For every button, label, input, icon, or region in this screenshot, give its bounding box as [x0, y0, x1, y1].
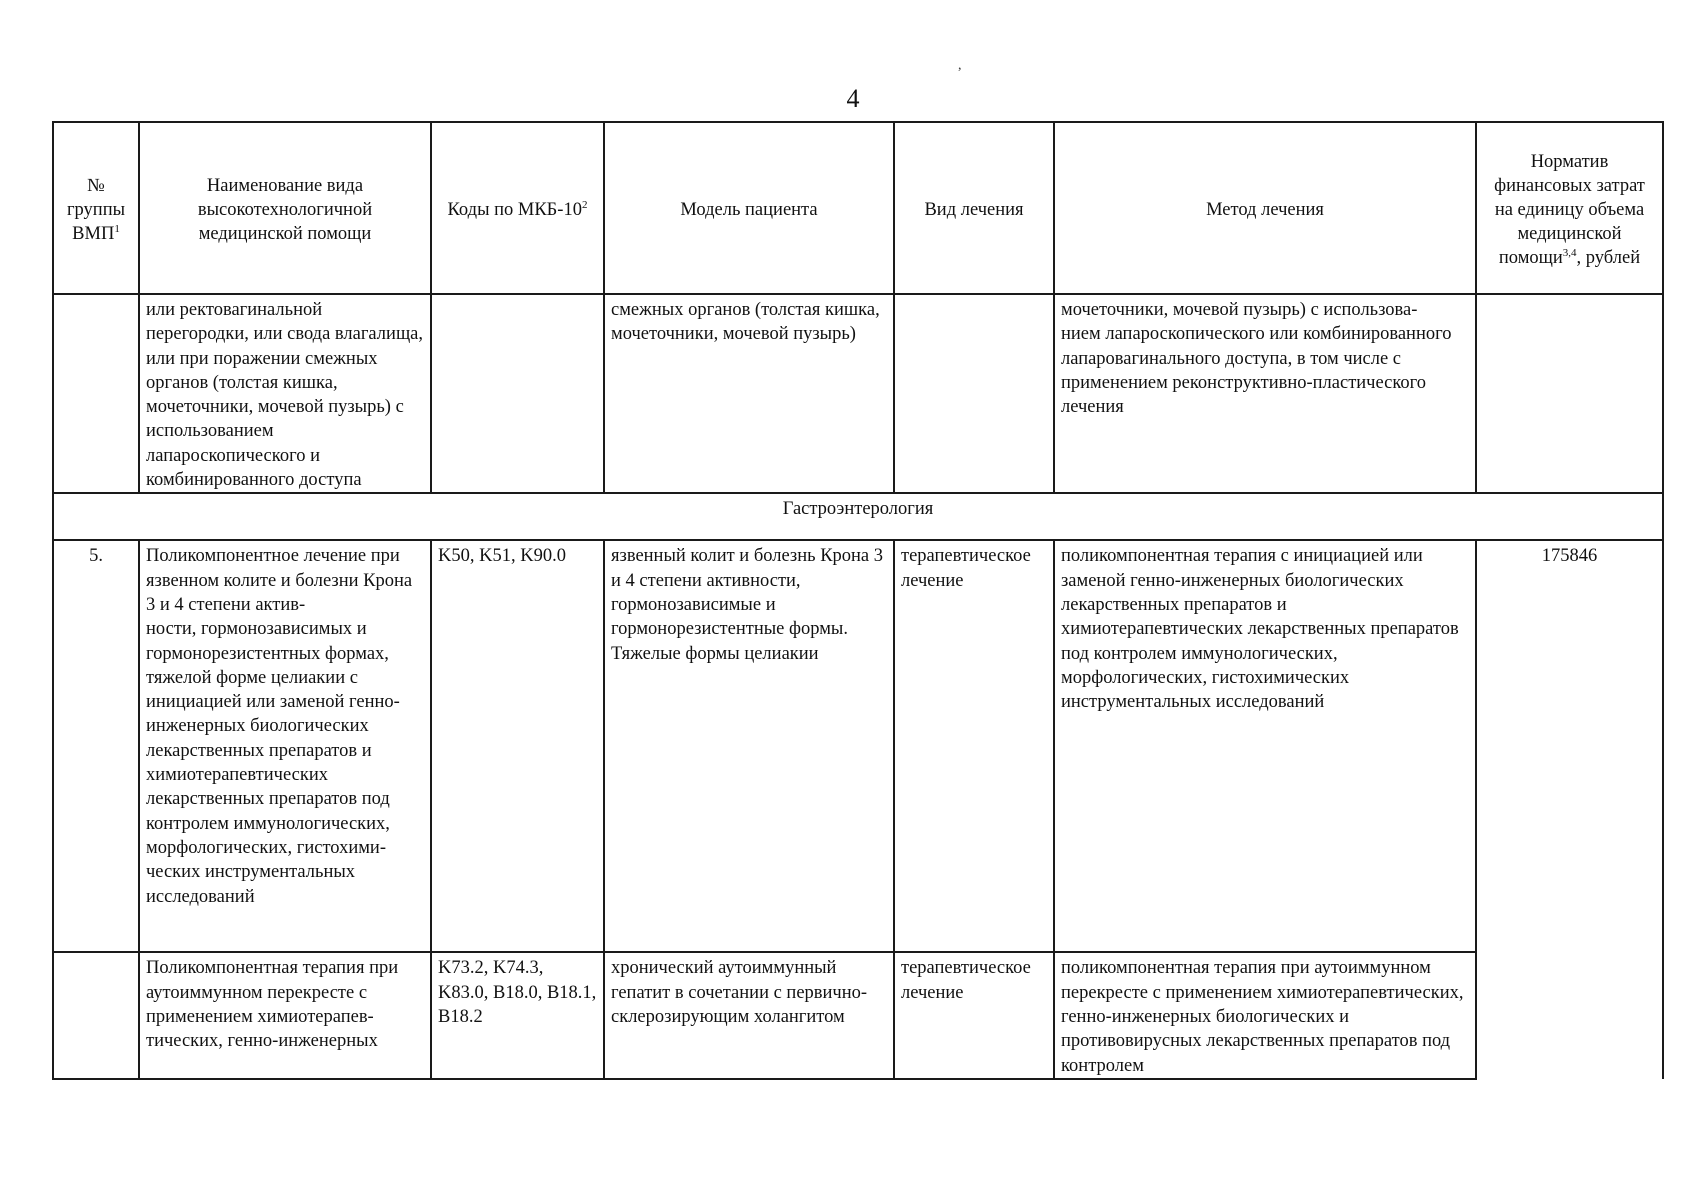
table-row-5b	[53, 952, 1663, 1078]
cell-empty	[53, 952, 139, 1078]
cell-codes: K73.2, K74.3, K83.0, B18.0, B18.1, B18.2	[431, 952, 604, 1078]
cell-method: мочеточники, мочевой пузырь) с использова- нием лапароскопического или комбинированного лапаровагинального доступа, в том числе с применением реконструктивно-пластического лечения	[1054, 294, 1476, 493]
cell-name: Поликомпонентное лечение при язвенном колите и болезни Крона 3 и 4 степени актив- ности, гормонозависимых и гормонорезистентных формах, тяжелой форме целиакии с инициацией или заменой генно-инженерных биологических лекарственных препаратов и химиотерапевтических лекарственных препаратов под контролем иммунологических, морфологических, гистохими- ческих инструментальных исследований	[139, 540, 431, 952]
cell-name: или ректовагинальной перегородки, или свода влагалища, или при поражении смежных органов (толстая кишка, мочеточники, мочевой пузырь) с использованием лапароскопического и комбинированного доступа	[139, 294, 431, 493]
header-norm: Норматив финансовых затрат на единицу объема медицинской помощи$^{3,4}$, рублей	[1476, 122, 1663, 294]
section-title: Гастроэнтерология	[53, 493, 1663, 540]
cell-treatment-type: терапевтическое лечение	[894, 540, 1054, 952]
cell-model: язвенный колит и болезнь Крона 3 и 4 степени активности, гормонозависимые и гормонорезистентные формы. Тяжелые формы целиакии	[604, 540, 894, 952]
cell-number: 5.	[53, 540, 139, 952]
vmp-table	[52, 121, 1664, 1080]
cell-name: Поликомпонентная терапия при аутоиммунном перекресте с применением химиотерапев- тических, генно-инженерных	[139, 952, 431, 1078]
section-row	[53, 493, 1663, 540]
cell-method: поликомпонентная терапия с инициацией или заменой генно-инженерных биологических лекарственных препаратов и химиотерапевтических лекарственных препаратов под контролем иммунологических, морфологических, гистохимических инструментальных исследований	[1054, 540, 1476, 952]
header-group-no: № группы ВМП$^1$	[53, 122, 139, 294]
table-header-row	[53, 122, 1663, 294]
header-method: Метод лечения	[1054, 122, 1476, 294]
cell-empty	[431, 294, 604, 493]
cell-model: смежных органов (толстая кишка, мочеточники, мочевой пузырь)	[604, 294, 894, 493]
header-treatment-type: Вид лечения	[894, 122, 1054, 294]
cell-model: хронический аутоиммунный гепатит в сочетании с первично-склерозирующим холангитом	[604, 952, 894, 1078]
header-codes: Коды по МКБ-$10^2$	[431, 122, 604, 294]
page-number: 4	[846, 84, 860, 113]
cell-norm: 175846	[1476, 540, 1663, 1078]
table-row-5	[53, 540, 1663, 952]
header-model: Модель пациента	[604, 122, 894, 294]
cell-method: поликомпонентная терапия при аутоиммунном перекресте с применением химиотерапевтических, генно-инженерных биологических и противовирусных лекарственных препаратов под контролем	[1054, 952, 1476, 1078]
scan-speck: ,	[958, 58, 962, 73]
cell-empty	[894, 294, 1054, 493]
cell-treatment-type: терапевтическое лечение	[894, 952, 1054, 1078]
table-row-continued	[53, 294, 1663, 493]
cell-codes: K50, K51, K90.0	[431, 540, 604, 952]
cell-empty	[1476, 294, 1663, 493]
cell-empty	[53, 294, 139, 493]
header-name: Наименование вида высокотехнологичной медицинской помощи	[139, 122, 431, 294]
